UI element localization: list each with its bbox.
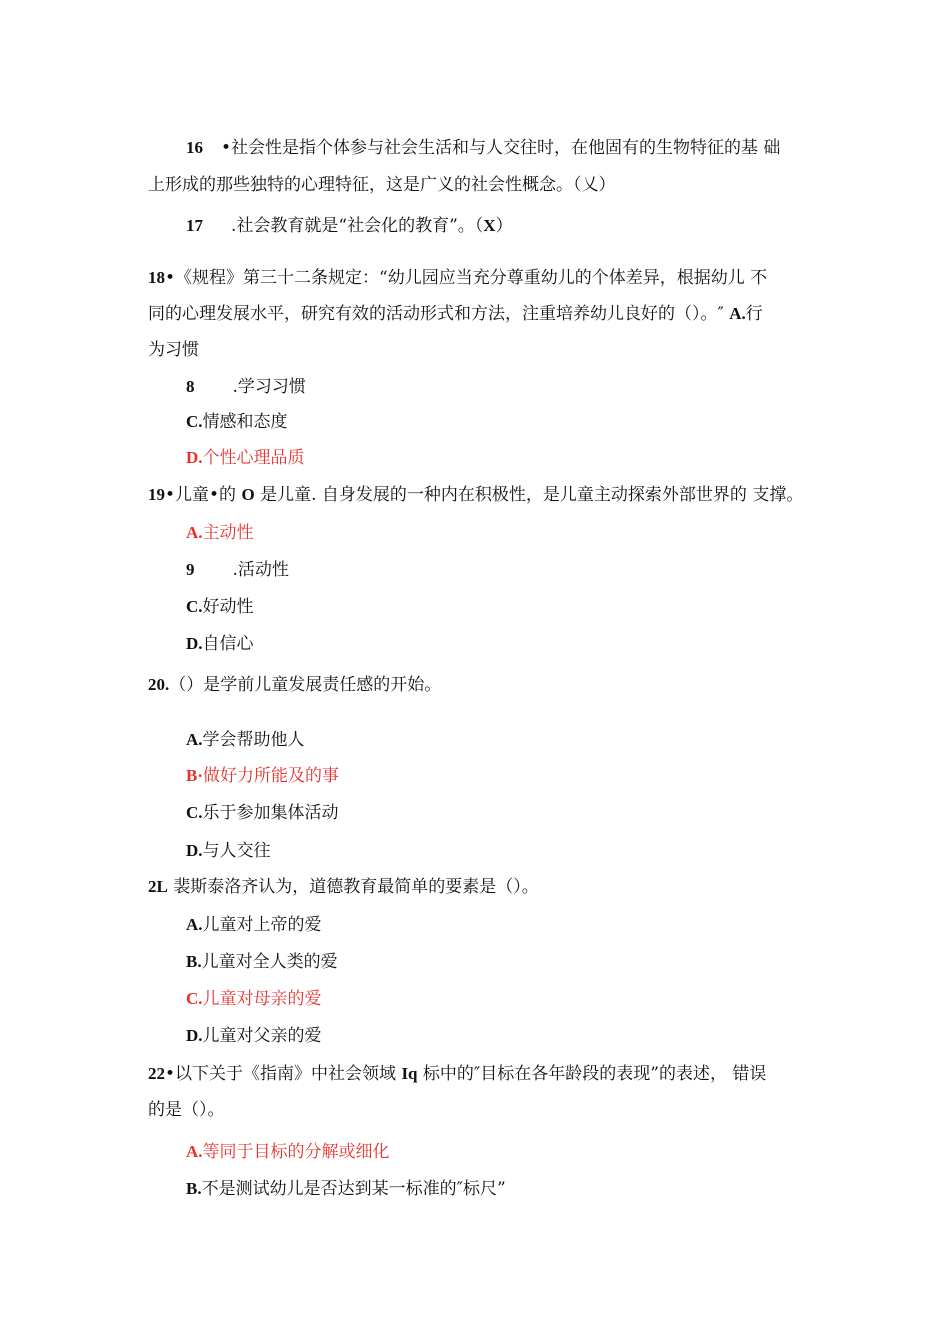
option-letter: A.: [186, 915, 203, 934]
question-22-line-2: 的是（）。: [148, 1100, 225, 1120]
question-16-line-2: 上形成的那些独特的心理特征，这是广义的社会性概念。（乂）: [148, 175, 616, 195]
question-22-line-1: 22•以下关于《指南》中社会领域 Iq 标中的″目标在各年龄段的表现”的表述， 错误: [148, 1064, 767, 1084]
option-correct: [186, 988, 322, 1010]
question-20: [148, 674, 441, 696]
option-text: 乐于参加集体活动: [202, 803, 339, 823]
option-correct: [186, 447, 305, 469]
option-letter: C.: [186, 989, 203, 1008]
question-text: 裴斯泰洛齐认为，道德教育最简单的要素是（）。: [167, 877, 539, 897]
option: [186, 411, 288, 433]
option-letter: D.: [186, 448, 203, 467]
option-correct: [186, 1141, 390, 1163]
option-text: 儿童对上帝的爱: [202, 915, 322, 935]
option: [186, 559, 289, 581]
question-17: 17 .社会教育就是“社会化的教育”。（X）: [186, 216, 513, 236]
option-text: 情感和态度: [202, 412, 288, 432]
question-number: 20.: [148, 675, 170, 694]
question-number: 22: [148, 1064, 165, 1083]
option-text: 与人交往: [202, 841, 271, 861]
option-correct: [186, 765, 339, 787]
option-text: 不是测试幼儿是否达到某一标准的″标尺”: [201, 1179, 506, 1199]
option-letter: D.: [186, 1026, 203, 1045]
option: [186, 951, 338, 973]
option-letter: C.: [186, 597, 203, 616]
question-text: （）是学前儿童发展责任感的开始。: [169, 675, 442, 695]
answer-mark: X: [483, 216, 496, 235]
option-letter: D.: [186, 841, 203, 860]
question-number: 18: [148, 268, 165, 287]
option: [186, 1178, 506, 1200]
option-letter: B.: [186, 1179, 202, 1198]
option-letter: C.: [186, 412, 203, 431]
option-text: 行: [745, 304, 763, 324]
question-text: •社会性是指个体参与社会生活和与人交往时，在他固有的生物特征的基 础: [221, 138, 781, 158]
option: [186, 729, 305, 751]
question-text: 同的心理发展水平，研究有效的活动形式和方法，注重培养幼儿良好的（）。″: [148, 304, 730, 324]
question-18-line-3: 为习惯: [148, 340, 199, 360]
option-text: 儿童对母亲的爱: [202, 989, 322, 1009]
option-text: 个性心理品质: [202, 448, 305, 468]
option-text: 儿童对父亲的爱: [202, 1026, 322, 1046]
option: [186, 1025, 322, 1047]
question-text: .社会教育就是“社会化的教育”。（: [231, 216, 484, 236]
question-number: 16: [186, 138, 203, 157]
option-letter: D.: [186, 634, 203, 653]
question-number: 2L: [148, 877, 168, 896]
question-number: 19: [148, 485, 165, 504]
option: [186, 633, 254, 655]
option-text: 等同于目标的分解或细化: [202, 1142, 390, 1162]
question-18-line-2: [148, 303, 763, 325]
option-text: 自信心: [202, 634, 254, 654]
option-letter: C.: [186, 803, 203, 822]
option-text: 做好力所能及的事: [203, 766, 340, 786]
option-letter: A.: [729, 304, 746, 323]
question-21: [148, 876, 539, 898]
option: [186, 596, 254, 618]
option-text: 好动性: [202, 597, 254, 617]
option: [186, 376, 306, 398]
option-text: .学习习惯: [232, 377, 306, 397]
option-letter: A.: [186, 730, 203, 749]
option-text: 主动性: [202, 523, 254, 543]
question-16-line-1: [186, 137, 780, 159]
option: [186, 802, 339, 824]
blank-marker: O: [241, 485, 255, 504]
option: [186, 914, 322, 936]
option-text: .活动性: [232, 560, 289, 580]
option: [186, 840, 271, 862]
question-18-line-1: [148, 267, 767, 289]
question-19: 19•儿童•的 O 是儿童. 自身发展的一种内在积极性，是儿童主动探索外部世界的 支撑。: [148, 485, 804, 505]
option-letter: A.: [186, 1142, 203, 1161]
option-text: 学会帮助他人: [202, 730, 305, 750]
option-letter: B·: [186, 766, 204, 785]
option-letter: B.: [186, 952, 202, 971]
question-number: 17: [186, 216, 203, 235]
option-letter: 8: [186, 377, 195, 396]
option-letter: 9: [186, 560, 195, 579]
option-correct: [186, 522, 254, 544]
question-text: •《规程》第三十二条规定：“幼儿园应当充分尊重幼儿的个体差异，根据幼儿 不: [165, 268, 768, 288]
option-letter: A.: [186, 523, 203, 542]
option-text: 儿童对全人类的爱: [201, 952, 338, 972]
